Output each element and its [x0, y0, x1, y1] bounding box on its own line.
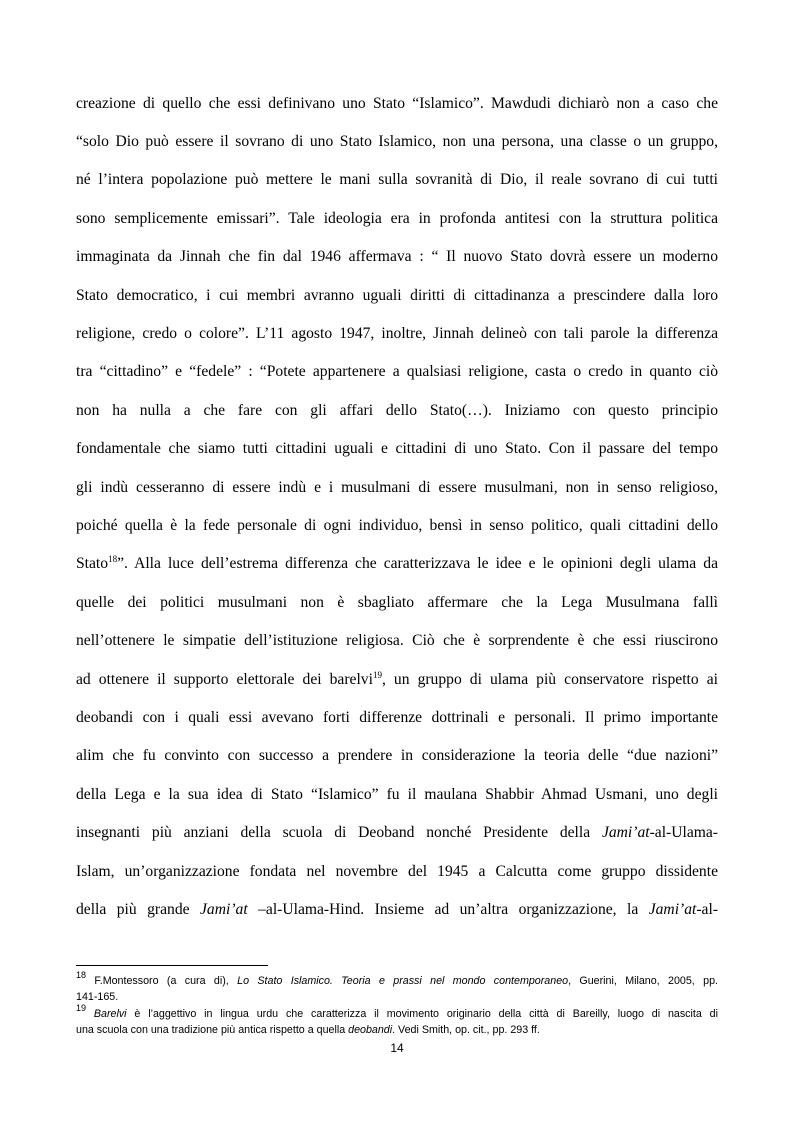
- text-span: . Vedi Smith, op. cit., pp. 293 ff.: [392, 1024, 540, 1036]
- footnote-18: [76, 970, 718, 989]
- footnote-number: 19: [76, 1003, 87, 1013]
- text-span: Stato: [76, 555, 109, 572]
- text-span: ”. Alla luce dell’estrema differenza che caratterizzava le idee e le opinioni degli ulama da: [117, 555, 718, 572]
- text-line: Islam, un’organizzazione fondata nel novembre del 1945 a Calcutta come gruppo dissidente: [76, 863, 718, 880]
- book-title: Lo Stato Islamico. Teoria e prassi nel mondo contemporaneo: [237, 975, 569, 987]
- text-line: [76, 670, 718, 690]
- text-line: religione, credo o colore”. L’11 agosto 1947, inoltre, Jinnah delineò con tali parole la differenza: [76, 325, 718, 342]
- page-number: 14: [390, 1041, 404, 1055]
- text-line: [76, 554, 718, 574]
- text-span: F.Montessoro (a cura di),: [86, 975, 238, 987]
- text-line: poiché quella è la fede personale di ogni individuo, bensì in senso politico, quali cittadini dello: [76, 517, 718, 534]
- text-line: né l’intera popolazione può mettere le mani sulla sovranità di Dio, il reale sovrano di cui tutti: [76, 171, 718, 188]
- text-line: nell’ottenere le simpatie dell’istituzione religiosa. Ciò che è sorprendente è che essi riuscirono: [76, 632, 718, 649]
- footnote-19-continued: [76, 1023, 718, 1038]
- footnote-18-continued: 141-165.: [76, 991, 119, 1003]
- text-line: [76, 823, 718, 843]
- text-span: , Guerini, Milano, 2005, pp.: [568, 975, 718, 987]
- text-line: creazione di quello che essi definivano uno Stato “Islamico”. Mawdudi dichiarò non a caso che: [76, 95, 718, 112]
- italic-term: Jami’at: [601, 824, 650, 841]
- text-line: quelle dei politici musulmani non è sbagliato affermare che la Lega Musulmana fallì: [76, 594, 718, 611]
- footnote-reference[interactable]: 18: [108, 554, 118, 564]
- text-line: Stato democratico, i cui membri avranno uguali diritti di cittadinanza a prescindere dalla loro: [76, 287, 718, 304]
- text-line: “solo Dio può essere il sovrano di uno Stato Islamico, non una persona, una classe o un gruppo,: [76, 133, 718, 150]
- italic-term: deobandi: [348, 1024, 393, 1036]
- text-line: deobandi con i quali essi avevano forti differenze dottrinali e personali. Il primo importante: [76, 709, 718, 726]
- text-span: –al-Ulama-Hind. Insieme ad un’altra organizzazione, la: [247, 901, 649, 918]
- text-line: tra “cittadino” e “fedele” : “Potete appartenere a qualsiasi religione, casta o credo in quanto ciò: [76, 363, 718, 380]
- text-span: -al-Ulama-: [649, 824, 718, 841]
- text-span: -al-: [696, 901, 718, 918]
- text-span: una scuola con una tradizione più antica rispetto a quella: [76, 1024, 349, 1036]
- text-line: immaginata da Jinnah che fin dal 1946 affermava : “ Il nuovo Stato dovrà essere un moderno: [76, 248, 718, 265]
- italic-term: Jami’at: [200, 901, 248, 918]
- italic-term: Barelvi: [93, 1008, 127, 1020]
- text-span: insegnanti più anziani della scuola di Deoband nonché Presidente della: [76, 824, 602, 841]
- footnote-number: 18: [76, 970, 87, 980]
- text-span: ad ottenere il supporto elettorale dei barelvi: [76, 671, 373, 688]
- text-line: sono semplicemente emissari”. Tale ideologia era in profonda antitesi con la struttura politica: [76, 210, 718, 227]
- text-line: alim che fu convinto con successo a prendere in considerazione la teoria delle “due nazioni”: [76, 747, 718, 764]
- footnote-19: [76, 1003, 718, 1022]
- text-line: fondamentale che siamo tutti cittadini uguali e cittadini di uno Stato. Con il passare del tempo: [76, 440, 718, 457]
- text-line: gli indù cesseranno di essere indù e i musulmani di essere musulmani, non in senso religioso,: [76, 479, 718, 496]
- text-span: della più grande: [76, 901, 201, 918]
- italic-term: Jami’at: [648, 901, 697, 918]
- text-span: è l’aggettivo in lingua urdu che caratterizza il movimento originario della città di Bareilly, luogo di nascita di: [126, 1008, 718, 1020]
- footnote-reference[interactable]: 19: [372, 670, 382, 680]
- text-line: [76, 900, 718, 920]
- footnote-separator: [76, 965, 268, 966]
- text-line: della Lega e la sua idea di Stato “Islamico” fu il maulana Shabbir Ahmad Usmani, uno degli: [76, 786, 718, 803]
- text-line: non ha nulla a che fare con gli affari dello Stato(…). Iniziamo con questo principio: [76, 402, 718, 419]
- text-span: , un gruppo di ulama più conservatore rispetto ai: [381, 671, 718, 688]
